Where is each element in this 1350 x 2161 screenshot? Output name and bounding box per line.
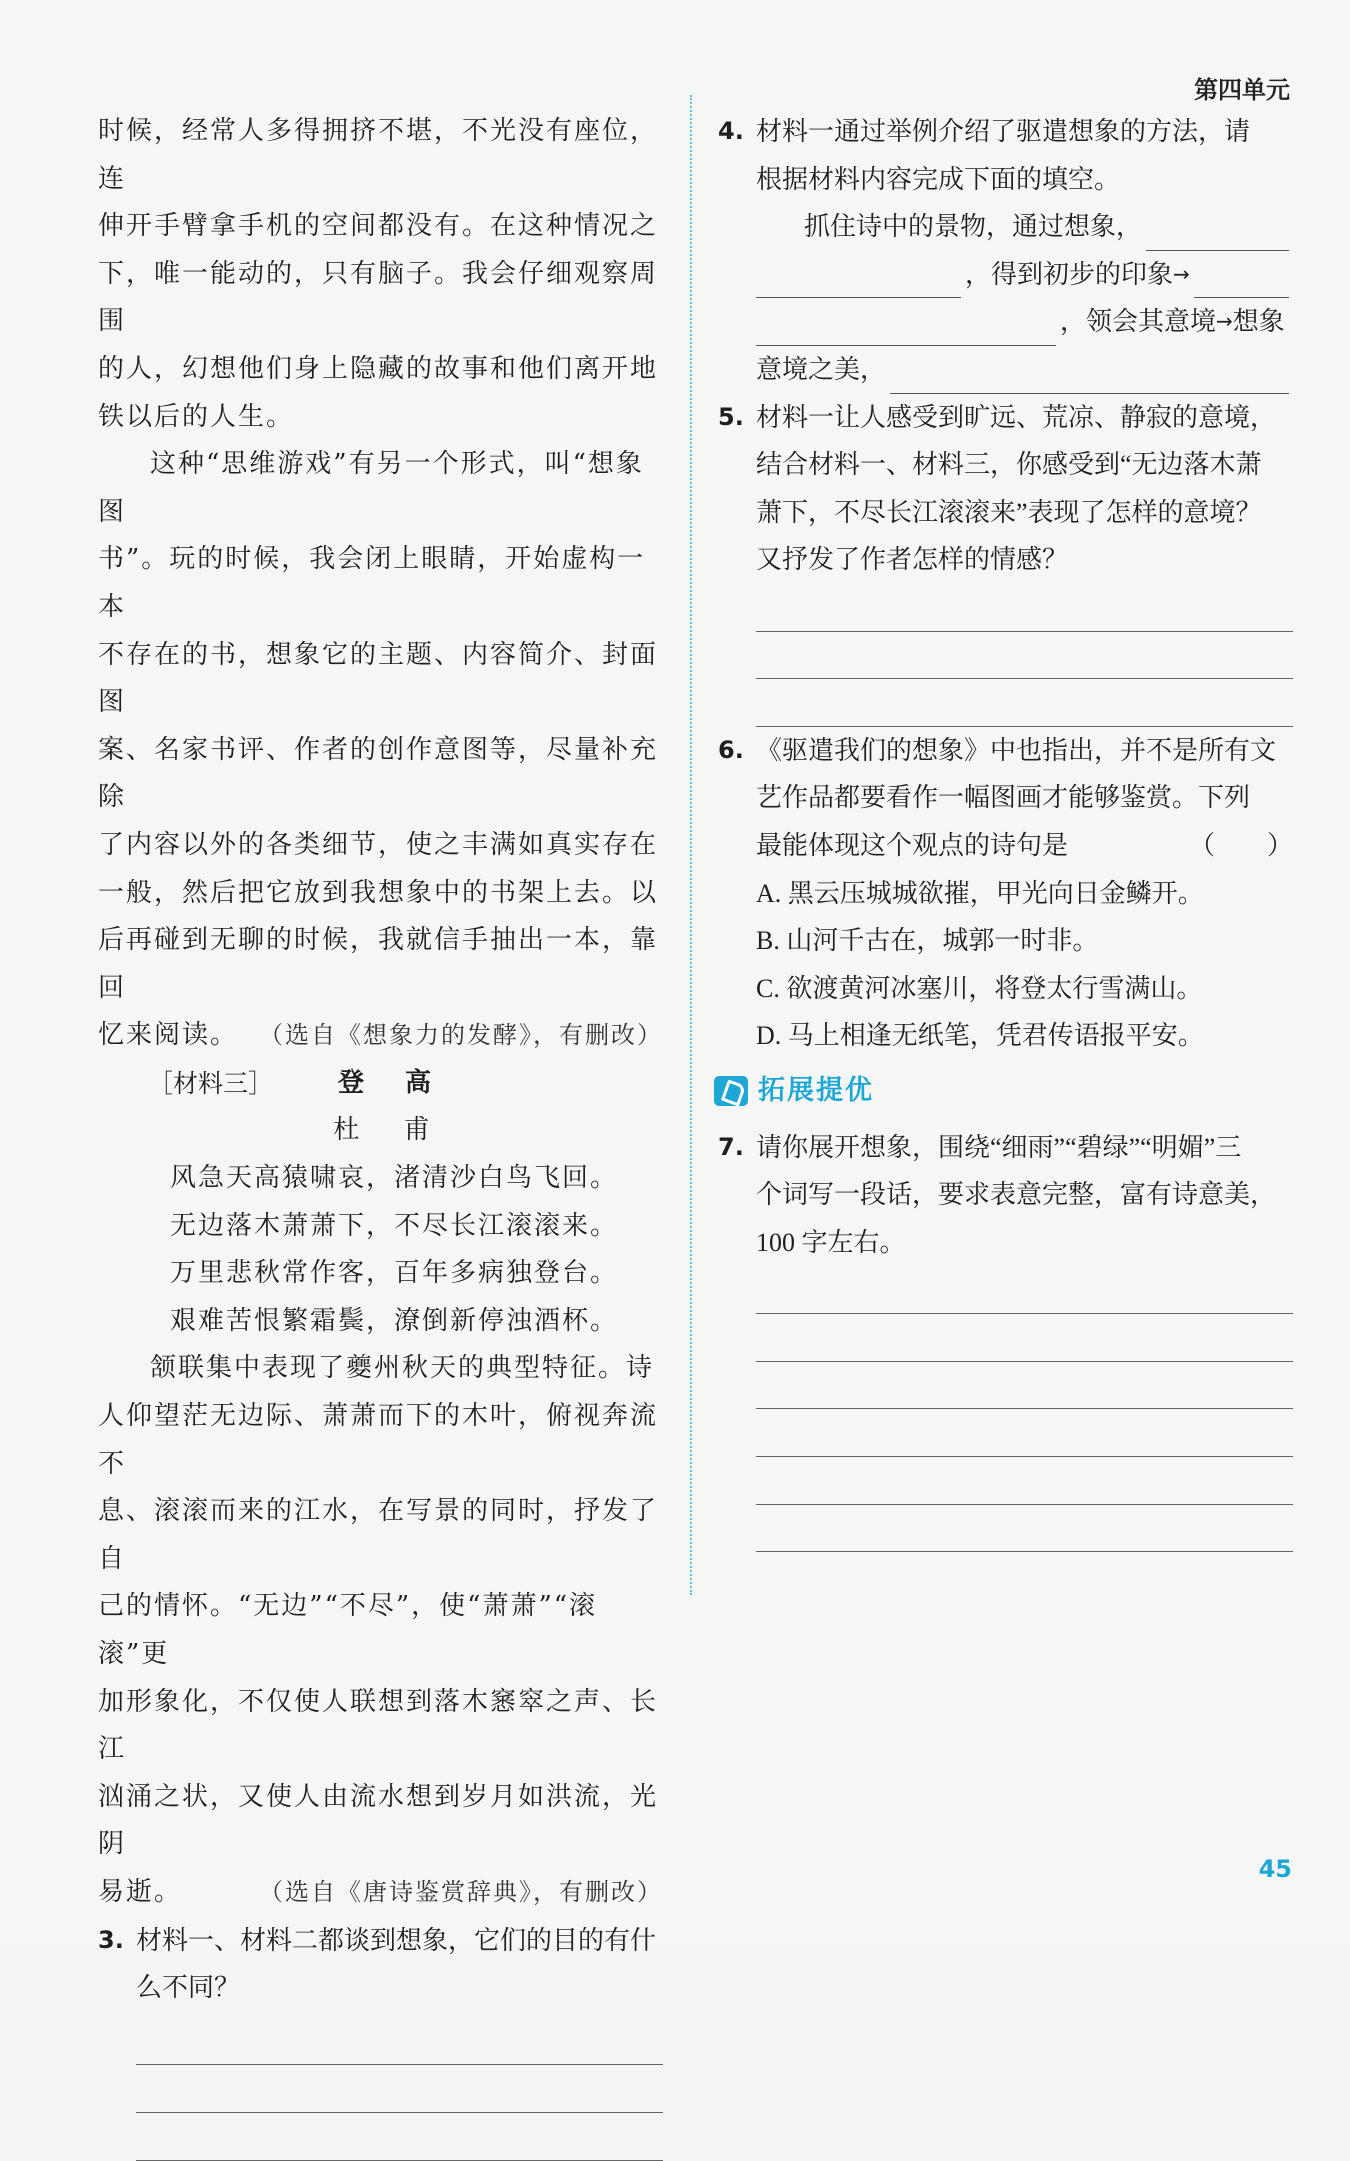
material-3-header bbox=[98, 1060, 663, 1108]
question-text: 结合材料一、材料三，你感受到“无边落木萧 bbox=[756, 450, 1262, 480]
section-header bbox=[714, 1064, 1293, 1118]
page-number: 45 bbox=[1258, 1855, 1292, 1883]
fill-text: ，领会其意境 bbox=[1060, 307, 1217, 337]
question-number: 7. bbox=[718, 1132, 744, 1161]
fill-row bbox=[756, 298, 1293, 346]
fill-text: 抓住诗中的景物，通过想象， bbox=[804, 212, 1143, 242]
left-column bbox=[98, 108, 663, 2161]
paragraph-1 bbox=[98, 108, 663, 441]
question-4 bbox=[718, 108, 1293, 394]
answer-line[interactable] bbox=[136, 2018, 663, 2066]
question-text: 最能体现这个观点的诗句是 bbox=[756, 830, 1069, 860]
answer-line[interactable] bbox=[756, 1457, 1293, 1505]
text-line: 后再碰到无聊的时候，我就信手抽出一本，靠回 bbox=[98, 925, 659, 1003]
question-text: 材料一通过举例介绍了驱遣想象的方法，请 bbox=[756, 117, 1251, 146]
poem-line: 风急天高猿啸哀，渚清沙白鸟飞回。 bbox=[170, 1163, 619, 1194]
option-b[interactable]: B. 山河千古在，城郭一时非。 bbox=[756, 926, 1099, 956]
text-line: 一般，然后把它放到我想象中的书架上去。以 bbox=[98, 877, 659, 908]
material-3-tag: ［材料三］ bbox=[148, 1068, 274, 1098]
fill-blank[interactable] bbox=[756, 311, 1056, 346]
question-text: 个词写一段话，要求表意完整，富有诗意美， bbox=[756, 1180, 1277, 1210]
question-text-row bbox=[756, 822, 1293, 870]
text-line: 伸开手臂拿手机的空间都没有。在这种情况之 bbox=[98, 211, 659, 242]
rocket-icon bbox=[714, 1076, 748, 1106]
text-fragment: 忆来阅读。 bbox=[98, 1020, 239, 1051]
text-line: 人仰望茫无边际、萧萧而下的木叶，俯视奔流不 bbox=[98, 1401, 659, 1479]
poem-line: 无边落木萧萧下，不尽长江滚滚来。 bbox=[170, 1210, 619, 1241]
unit-header: 第四单元 bbox=[1194, 76, 1290, 104]
question-text: 么不同？ bbox=[136, 1973, 241, 2003]
fill-text: 意境之美， bbox=[756, 354, 887, 384]
fill-blank[interactable] bbox=[1194, 263, 1289, 298]
answer-line[interactable] bbox=[756, 679, 1293, 727]
text-line: 的人，幻想他们身上隐藏的故事和他们离开地 bbox=[98, 353, 659, 384]
text-line: 这种“思维游戏”有另一个形式，叫“想象图 bbox=[98, 449, 644, 527]
answer-line[interactable] bbox=[756, 1362, 1293, 1410]
option-c[interactable]: C. 欲渡黄河冰塞川，将登太行雪满山。 bbox=[756, 973, 1203, 1003]
text-line: 息、滚滚而来的江水，在写景的同时，抒发了自 bbox=[98, 1496, 659, 1574]
question-6 bbox=[718, 727, 1293, 1060]
question-number: 5. bbox=[718, 402, 744, 431]
poem-body bbox=[98, 1155, 663, 1345]
text-line bbox=[98, 1012, 663, 1060]
option-a[interactable]: A. 黑云压城城欲摧，甲光向日金鳞开。 bbox=[756, 878, 1204, 908]
question-text: 材料一、材料二都谈到想象，它们的目的有什 bbox=[136, 1925, 657, 1955]
text-line: 加形象化，不仅使人联想到落木窸窣之声、长江 bbox=[98, 1686, 659, 1765]
question-number: 3. bbox=[98, 1925, 124, 1954]
fill-blank[interactable] bbox=[756, 263, 961, 298]
poem-title: 登 高 bbox=[338, 1067, 448, 1098]
text-line: 书”。玩的时候，我会闭上眼睛，开始虚构一本 bbox=[98, 544, 646, 622]
fill-row bbox=[756, 346, 1293, 394]
arrow-icon: → bbox=[1173, 261, 1190, 286]
poem-line: 艰难苦恨繁霜鬓，潦倒新停浊酒杯。 bbox=[170, 1305, 619, 1336]
poem-line: 万里悲秋常作客，百年多病独登台。 bbox=[170, 1258, 619, 1289]
commentary bbox=[98, 1345, 663, 1916]
text-line bbox=[98, 1869, 663, 1917]
answer-line[interactable] bbox=[756, 1314, 1293, 1362]
answer-line[interactable] bbox=[136, 2065, 663, 2113]
question-text: 艺作品都要看作一幅图画才能够鉴赏。下列 bbox=[756, 783, 1251, 813]
text-line: 己的情怀。“无边”“不尽”，使“萧萧”“滚滚”更 bbox=[98, 1591, 598, 1669]
answer-line[interactable] bbox=[136, 2113, 663, 2161]
arrow-icon: → bbox=[1216, 309, 1233, 334]
question-text: 请你展开想象，围绕“细雨”“碧绿”“明媚”三 bbox=[756, 1132, 1242, 1162]
answer-parentheses[interactable]: （ ） bbox=[1188, 830, 1293, 860]
paragraph-2 bbox=[98, 441, 663, 1060]
text-line: 时候，经常人多得拥挤不堪，不光没有座位，连 bbox=[98, 116, 659, 194]
text-line: 下，唯一能动的，只有脑子。我会仔细观察周围 bbox=[98, 258, 659, 337]
question-text: 萧下，不尽长江滚滚来”表现了怎样的意境？ bbox=[756, 497, 1262, 527]
text-line: 铁以后的人生。 bbox=[98, 401, 295, 432]
question-text: 根据材料内容完成下面的填空。 bbox=[756, 164, 1121, 194]
fill-row bbox=[756, 203, 1293, 251]
answer-line[interactable] bbox=[756, 584, 1293, 632]
source-citation: （选自《唐诗鉴赏辞典》，有删改） bbox=[259, 1877, 663, 1906]
option-d[interactable]: D. 马上相逢无纸笔，凭君传语报平安。 bbox=[756, 1021, 1204, 1051]
question-5 bbox=[718, 394, 1293, 727]
text-line: 案、名家书评、作者的创作意图等，尽量补充除 bbox=[98, 734, 659, 813]
column-divider bbox=[690, 95, 692, 1595]
text-line: 不存在的书，想象它的主题、内容简介、封面图 bbox=[98, 639, 659, 718]
question-text: 100 字左右。 bbox=[756, 1228, 906, 1258]
fill-text: 想象 bbox=[1232, 307, 1285, 337]
question-7 bbox=[718, 1124, 1293, 1552]
question-text: 又抒发了作者怎样的情感？ bbox=[756, 545, 1069, 575]
answer-line[interactable] bbox=[756, 1505, 1293, 1553]
fill-blank[interactable] bbox=[890, 359, 1289, 394]
question-number: 4. bbox=[718, 117, 744, 145]
section-title: 拓展提优 bbox=[758, 1075, 874, 1107]
question-text: 材料一让人感受到旷远、荒凉、静寂的意境， bbox=[756, 402, 1277, 432]
text-line: 颔联集中表现了夔州秋天的典型特征。诗 bbox=[150, 1353, 655, 1384]
fill-blank[interactable] bbox=[1146, 216, 1289, 251]
right-column bbox=[718, 108, 1293, 1552]
fill-row bbox=[756, 251, 1293, 299]
text-fragment: 易逝。 bbox=[98, 1876, 183, 1907]
text-line: 汹涌之状，又使人由流水想到岁月如洪流，光阴 bbox=[98, 1781, 659, 1860]
source-citation: （选自《想象力的发酵》，有删改） bbox=[259, 1021, 663, 1050]
poem-author: 杜 甫 bbox=[333, 1115, 448, 1146]
question-3 bbox=[98, 1917, 663, 2161]
text-line: 了内容以外的各类细节，使之丰满如真实存在 bbox=[98, 829, 659, 860]
answer-line[interactable] bbox=[756, 1267, 1293, 1315]
answer-line[interactable] bbox=[756, 1409, 1293, 1457]
answer-line[interactable] bbox=[756, 632, 1293, 680]
question-text: 《驱遣我们的想象》中也指出，并不是所有文 bbox=[756, 735, 1277, 765]
fill-text: ，得到初步的印象 bbox=[965, 259, 1174, 289]
question-number: 6. bbox=[718, 735, 744, 764]
